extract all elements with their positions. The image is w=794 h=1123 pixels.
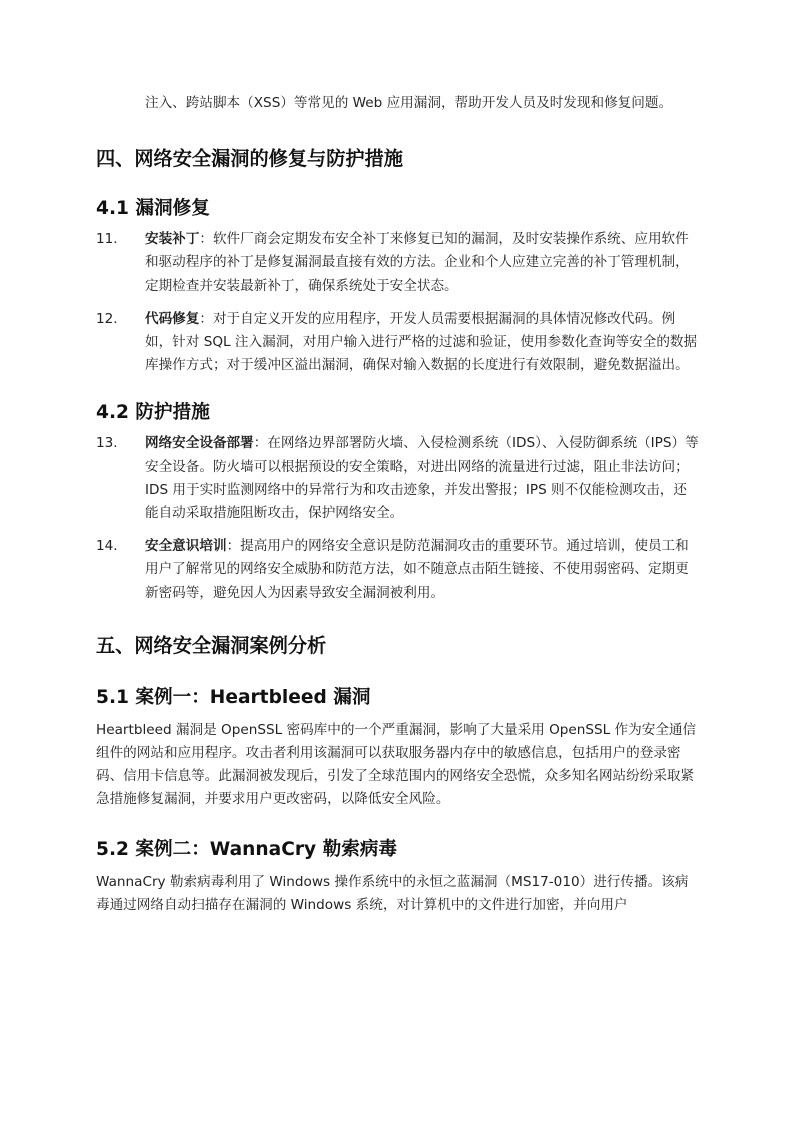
intro-continuation-paragraph: 注入、跨站脚本（XSS）等常见的 Web 应用漏洞，帮助开发人员及时发现和修复问题。: [145, 95, 673, 111]
case-1-paragraph: Heartbleed 漏洞是 OpenSSL 密码库中的一个严重漏洞，影响了大量采用 OpenSSL 作为安全通信组件的网站和应用程序。攻击者利用该漏洞可以获取服务器内存中的敏感信息，包括用户的登录密码、信用卡信息等。此漏洞被发现后，引发了全球范围内的网络安全恐慌，众多知名网站纷纷采取紧急措施修复漏洞，并要求用户更改密码，以降低安全风险。: [96, 721, 697, 808]
list-item-text: [145, 308, 700, 378]
section-4-1-list: [96, 228, 700, 377]
section-4-2-heading: 4.2 防护措施: [96, 402, 210, 424]
list-item-text: [145, 228, 700, 298]
section-5-heading: 五、网络安全漏洞案例分析: [96, 633, 327, 657]
section-4-heading: 四、网络安全漏洞的修复与防护措施: [96, 147, 403, 171]
section-5-2-heading: 5.2 案例二：WannaCry 勒索病毒: [96, 838, 397, 860]
list-item-number: 12.: [96, 310, 118, 327]
section-5-1-heading: 5.1 案例一：Heartbleed 漏洞: [96, 686, 371, 708]
list-item-body: ：软件厂商会定期发布安全补丁来修复已知的漏洞，及时安装操作系统、应用软件和驱动程序的补丁是修复漏洞最直接有效的方法。企业和个人应建立完善的补丁管理机制，定期检查并安装最新补丁，确保系统处于安全状态。: [145, 231, 689, 294]
list-item-term: 安装补丁: [145, 231, 200, 248]
list-item: [96, 228, 700, 298]
case-2-paragraph: WannaCry 勒索病毒利用了 Windows 操作系统中的永恒之蓝漏洞（MS17-010）进行传播。该病毒通过网络自动扫描存在漏洞的 Windows 系统，对计算机中的文件进行加密，并向用户: [96, 873, 689, 913]
list-item-body: ：在网络边界部署防火墙、入侵检测系统（IDS）、入侵防御系统（IPS）等安全设备。防火墙可以根据预设的安全策略，对进出网络的流量进行过滤，阻止非法访问；IDS 用于实时监测网络中的异常行为和攻击迹象，并发出警报；IPS 则不仅能检测攻击，还能自动采取措施阻断攻击，保护网络安全。: [145, 435, 699, 522]
list-item-text: [145, 535, 700, 605]
list-item-body: ：提高用户的网络安全意识是防范漏洞攻击的重要环节。通过培训，使员工和用户了解常见的网络安全威胁和防范方法，如不随意点击陌生链接、不使用弱密码、定期更新密码等，避免因人为因素导致安全漏洞被利用。: [145, 538, 689, 601]
section-4-2-list: [96, 432, 700, 604]
list-item-number: 14.: [96, 538, 118, 555]
list-item-body: ：对于自定义开发的应用程序，开发人员需要根据漏洞的具体情况修改代码。例如，针对 SQL 注入漏洞，对用户输入进行严格的过滤和验证，使用参数化查询等安全的数据库操作方式；对于缓冲区溢出漏洞，确保对输入数据的长度进行有效限制，避免数据溢出。: [145, 310, 698, 374]
list-item-text: [145, 432, 700, 525]
list-item: [96, 432, 700, 525]
section-4-1-heading: 4.1 漏洞修复: [96, 198, 210, 220]
list-item-number: 13.: [96, 435, 118, 452]
list-item-term: 代码修复: [145, 310, 200, 327]
list-item-term: 网络安全设备部署: [145, 435, 254, 452]
list-item-term: 安全意识培训: [145, 538, 227, 555]
list-item: [96, 308, 700, 378]
list-item: [96, 535, 700, 605]
list-item-number: 11.: [96, 231, 118, 248]
page-content: [96, 92, 700, 917]
